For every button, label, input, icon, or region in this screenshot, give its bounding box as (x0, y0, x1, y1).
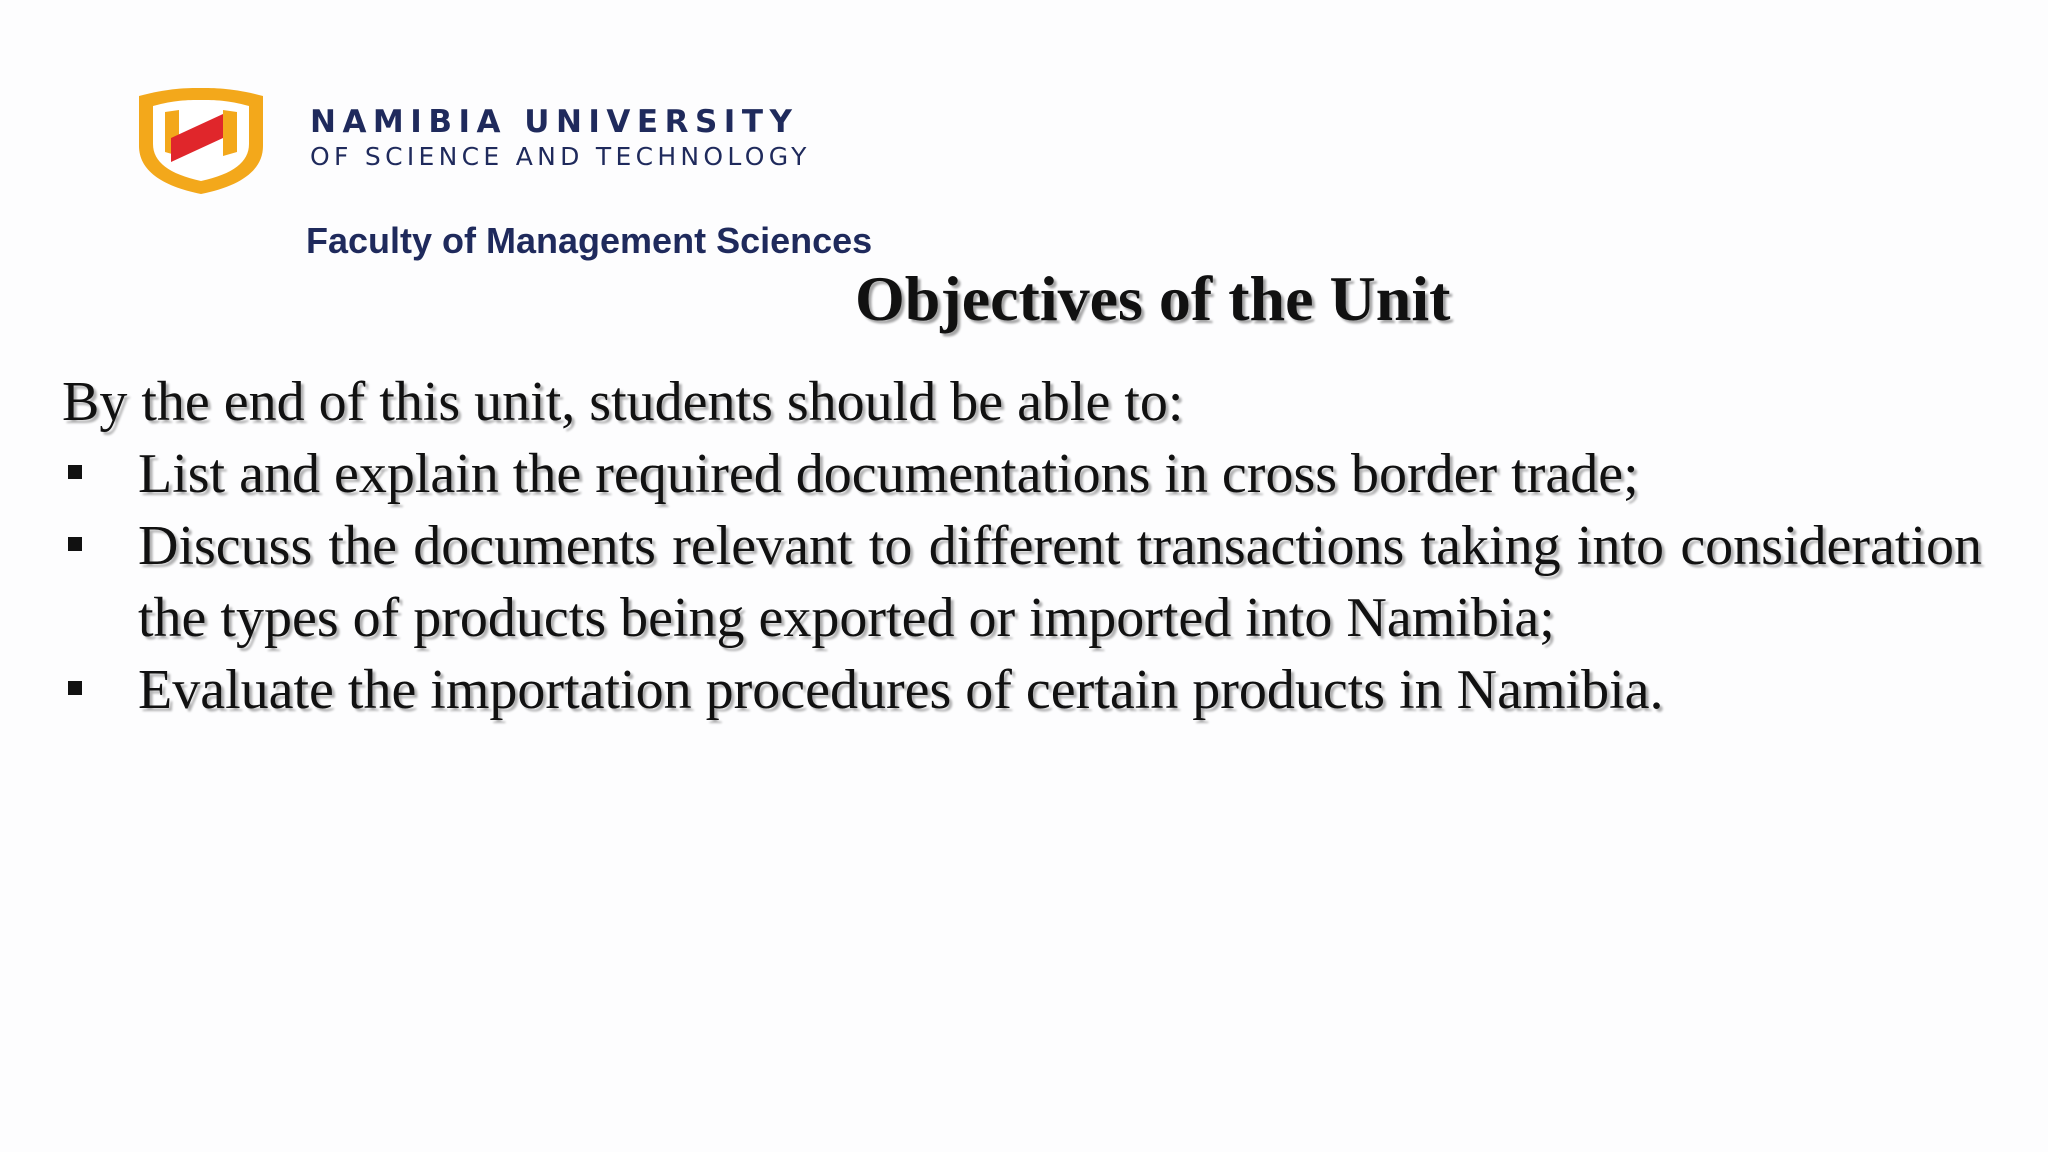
list-item-text: Discuss the documents relevant to different transactions taking into consideration the types of products being exported or imported into Namibia; (138, 515, 1982, 649)
university-logo (135, 86, 267, 196)
list-item-text: List and explain the required documentations in cross border trade; (138, 443, 1639, 505)
square-bullet-icon (68, 465, 82, 479)
university-name (310, 104, 811, 174)
list-item (62, 654, 1982, 726)
list-item-text: Evaluate the importation procedures of certain products in Namibia. (138, 659, 1664, 721)
slide-title: Objectives of the Unit (855, 263, 1451, 334)
university-name-line1: NAMIBIA UNIVERSITY (310, 104, 799, 140)
university-name-line2: OF SCIENCE AND TECHNOLOGY (310, 142, 811, 171)
intro-text: By the end of this unit, students should be able to: (62, 371, 1184, 433)
objectives-list (62, 438, 1982, 726)
list-item (62, 438, 1982, 510)
list-item (62, 510, 1982, 654)
slide-body (62, 366, 1982, 726)
square-bullet-icon (68, 681, 82, 695)
faculty-name: Faculty of Management Sciences (306, 220, 873, 261)
logo-right-bar (223, 110, 237, 156)
square-bullet-icon (68, 537, 82, 551)
